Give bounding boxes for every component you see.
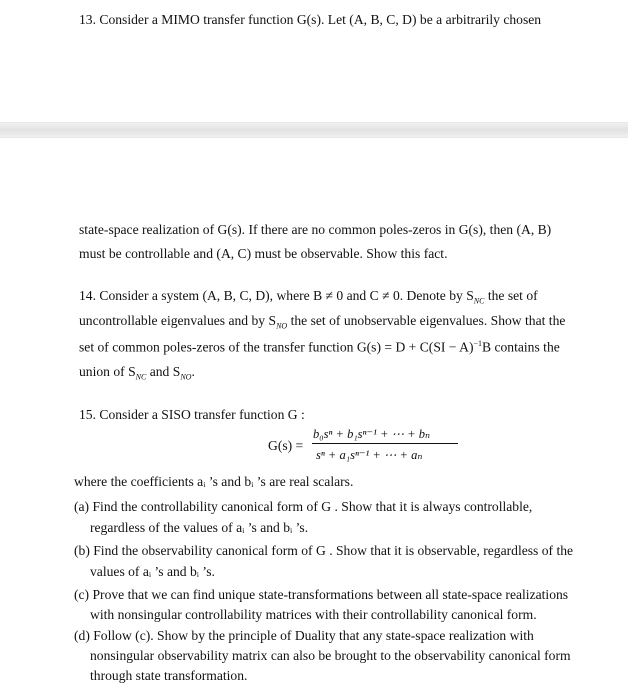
page-separator [0, 122, 628, 138]
p14-line-2-text: uncontrollable eigenvalues and by S [79, 313, 277, 328]
p14-line-2 [79, 313, 565, 331]
p14-line-4-text: union of S [79, 364, 136, 379]
p14-line-2-end: the set of unobservable eigenvalues. Show that the [287, 313, 566, 328]
p14-line-1 [79, 288, 538, 306]
p15-part-c-line-1: (c) Prove that we can find unique state-transformations between all state-space realizations [74, 587, 569, 602]
p14-sub-nc: NC [473, 296, 485, 306]
p15-where: where the coefficients aᵢ ’s and bᵢ ’s are real scalars. [74, 474, 354, 489]
p13-line-3: must be controllable and (A, C) must be observable. Show this fact. [79, 246, 448, 261]
equation-denominator: sⁿ + a₁sⁿ⁻¹ + ⋯ + aₙ [316, 448, 423, 462]
p15-part-a-line-2: regardless of the values of aᵢ ’s and bᵢ ’s. [90, 520, 309, 535]
p14-line-4-mid: and S [146, 364, 181, 379]
p14-sub-no: NO [276, 321, 288, 331]
p14-line-4-end: . [191, 364, 195, 379]
equation-numerator: b₀sⁿ + b₁sⁿ⁻¹ + ⋯ + bₙ [313, 427, 431, 441]
p13-line-1: 13. Consider a MIMO transfer function G(s). Let (A, B, C, D) be a arbitrarily chosen [79, 12, 542, 27]
p15-intro: 15. Consider a SISO transfer function G : [79, 407, 305, 422]
p14-line-1-text: 14. Consider a system (A, B, C, D), where B ≠ 0 and C ≠ 0. Denote by S [79, 288, 474, 303]
p14-sub-no-2: NO [180, 372, 192, 382]
p15-part-d-line-1: (d) Follow (c). Show by the principle of Duality that any state-space realization with [74, 628, 534, 643]
fraction-bar [312, 443, 458, 444]
p15-part-b-line-2: values of aᵢ ’s and bᵢ ’s. [90, 564, 215, 579]
p14-line-3-end: B contains the [482, 339, 560, 355]
p15-part-d-line-3: through state transformation. [90, 668, 248, 683]
p14-line-4 [79, 364, 195, 382]
equation-lhs: G(s) = [268, 438, 304, 453]
p15-part-c-line-2: with nonsingular controllability matrices with their controllability canonical form. [90, 607, 537, 622]
p14-sup-inverse: −1 [473, 339, 482, 348]
p14-line-3-text: set of common poles-zeros of the transfer function G(s) = D + C(SI − A) [79, 339, 474, 355]
p15-part-a-line-1: (a) Find the controllability canonical form of G . Show that it is always controllable, [74, 499, 533, 514]
p14-line-3 [79, 339, 560, 356]
p15-part-b-line-1: (b) Find the observability canonical form of G . Show that it is observable, regardless of the [74, 543, 574, 558]
p14-line-1-end: the set of [484, 288, 538, 303]
p15-part-d-line-2: nonsingular observability matrix can also be brought to the observability canonical form [90, 648, 571, 663]
p13-line-2: state-space realization of G(s). If there are no common poles-zeros in G(s), then (A, B) [79, 222, 552, 237]
p14-sub-nc-2: NC [135, 372, 147, 382]
